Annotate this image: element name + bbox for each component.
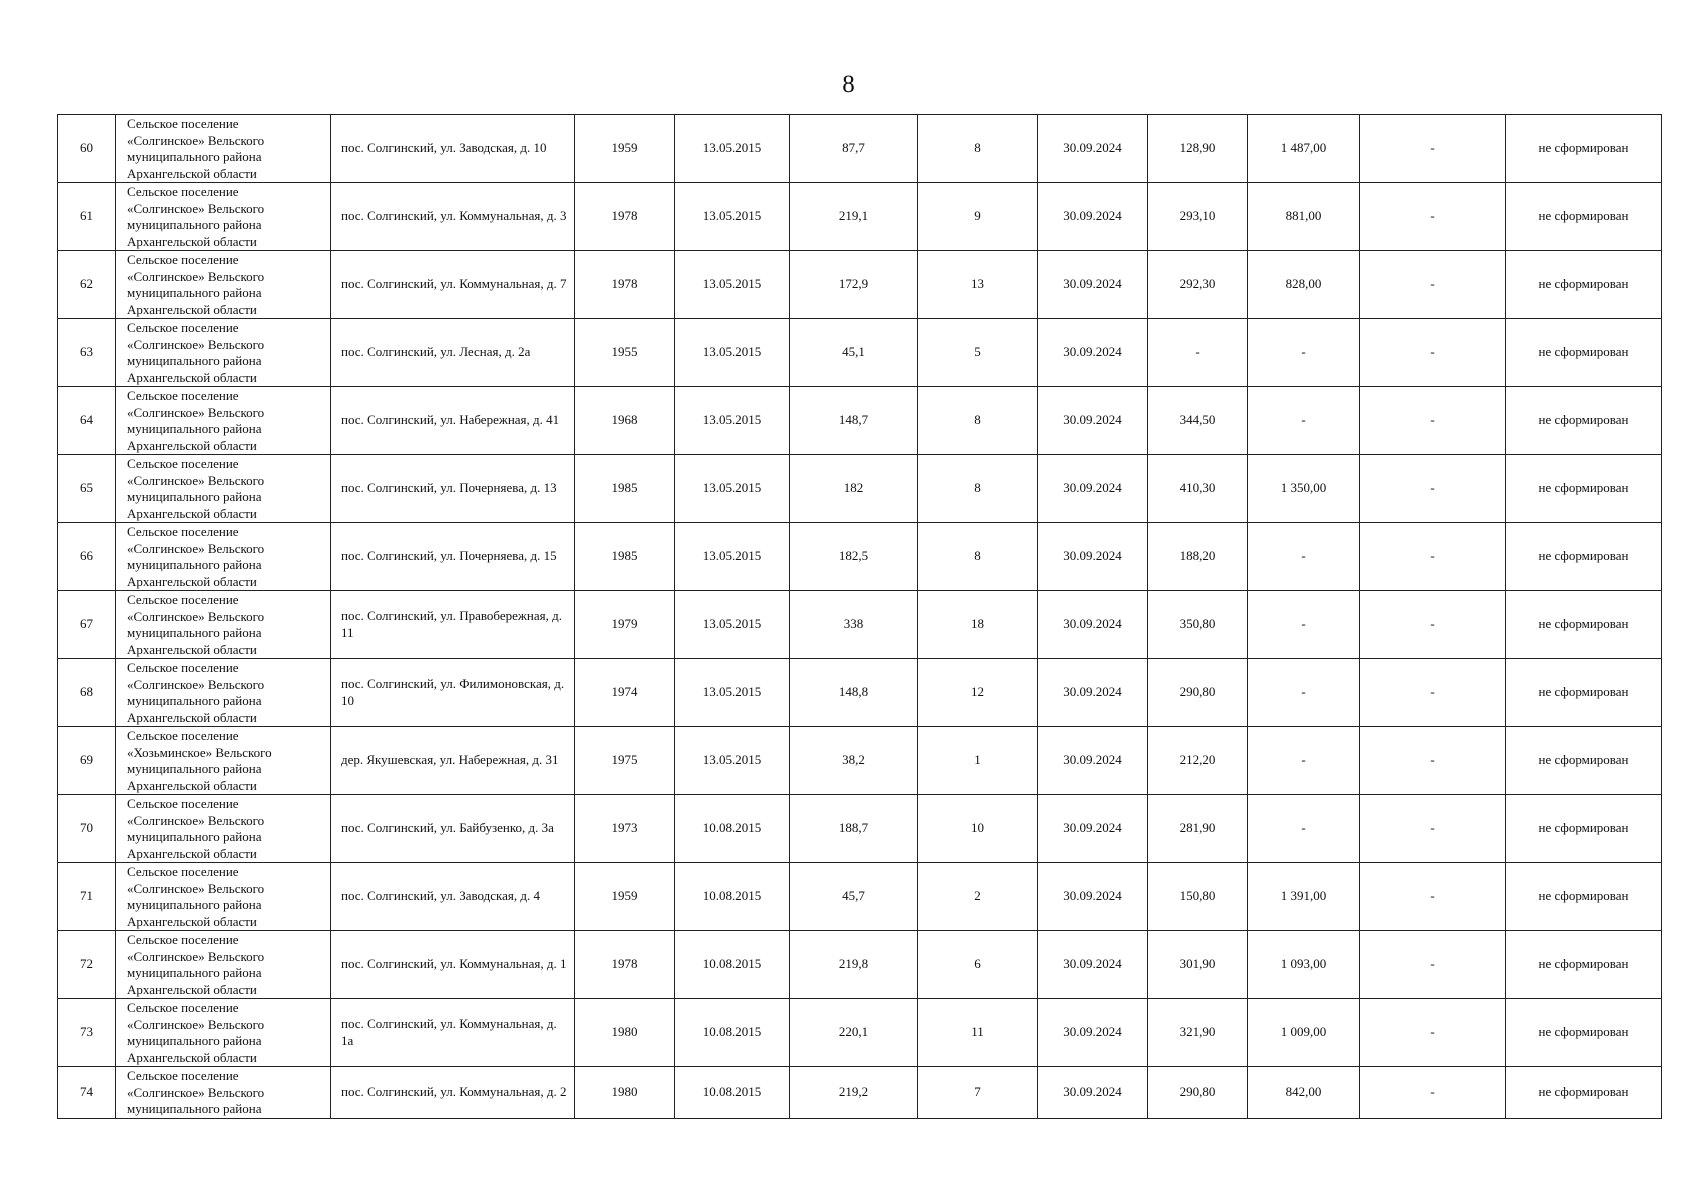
settlement-line: Архангельской области bbox=[127, 233, 257, 249]
settlement-line: Сельское поселение bbox=[127, 660, 239, 675]
planned-resettlement-date-cell: 30.09.2024 bbox=[1038, 387, 1148, 455]
settlement-cell bbox=[116, 659, 331, 727]
area-cell: 182 bbox=[790, 455, 918, 523]
settlement-line: «Солгинское» Вельского bbox=[127, 200, 265, 216]
value-1-cell: 301,90 bbox=[1148, 931, 1248, 999]
status-cell: не сформирован bbox=[1506, 183, 1662, 251]
value-3-cell: - bbox=[1360, 319, 1506, 387]
settlement-cell bbox=[116, 727, 331, 795]
recognition-date-cell: 10.08.2015 bbox=[675, 1067, 790, 1119]
area-cell: 338 bbox=[790, 591, 918, 659]
table-row bbox=[58, 319, 1662, 387]
value-2-cell: - bbox=[1248, 659, 1360, 727]
settlement-cell bbox=[116, 115, 331, 183]
settlement-line: Архангельской области bbox=[127, 913, 257, 929]
address-cell: пос. Солгинский, ул. Заводская, д. 4 bbox=[331, 863, 575, 931]
year-built-cell: 1975 bbox=[575, 727, 675, 795]
area-cell: 38,2 bbox=[790, 727, 918, 795]
value-2-cell: 881,00 bbox=[1248, 183, 1360, 251]
table-row bbox=[58, 387, 1662, 455]
table-row bbox=[58, 931, 1662, 999]
area-cell: 172,9 bbox=[790, 251, 918, 319]
value-3-cell: - bbox=[1360, 999, 1506, 1067]
area-cell: 219,8 bbox=[790, 931, 918, 999]
value-1-cell: 344,50 bbox=[1148, 387, 1248, 455]
settlement-line: муниципального района bbox=[127, 761, 262, 776]
status-cell: не сформирован bbox=[1506, 115, 1662, 183]
planned-resettlement-date-cell: 30.09.2024 bbox=[1038, 1067, 1148, 1119]
settlement-cell bbox=[116, 999, 331, 1067]
value-2-cell: - bbox=[1248, 591, 1360, 659]
value-3-cell: - bbox=[1360, 795, 1506, 863]
residents-count-cell: 2 bbox=[918, 863, 1038, 931]
settlement-line: «Солгинское» Вельского bbox=[127, 1084, 265, 1100]
row-number-cell: 67 bbox=[58, 591, 116, 659]
settlement-line: муниципального района bbox=[127, 1101, 262, 1116]
settlement-line: Архангельской области bbox=[127, 573, 257, 589]
table-row bbox=[58, 455, 1662, 523]
settlement-cell bbox=[116, 931, 331, 999]
year-built-cell: 1980 bbox=[575, 1067, 675, 1119]
settlement-line: муниципального района bbox=[127, 421, 262, 436]
year-built-cell: 1968 bbox=[575, 387, 675, 455]
settlement-line: «Солгинское» Вельского bbox=[127, 132, 265, 148]
value-3-cell: - bbox=[1360, 931, 1506, 999]
recognition-date-cell: 13.05.2015 bbox=[675, 523, 790, 591]
settlement-line: муниципального района bbox=[127, 149, 262, 164]
settlement-line: Сельское поселение bbox=[127, 728, 239, 743]
residents-count-cell: 18 bbox=[918, 591, 1038, 659]
settlement-line: муниципального района bbox=[127, 625, 262, 640]
table-row bbox=[58, 1067, 1662, 1119]
planned-resettlement-date-cell: 30.09.2024 bbox=[1038, 931, 1148, 999]
residents-count-cell: 8 bbox=[918, 115, 1038, 183]
value-1-cell: 293,10 bbox=[1148, 183, 1248, 251]
planned-resettlement-date-cell: 30.09.2024 bbox=[1038, 523, 1148, 591]
recognition-date-cell: 13.05.2015 bbox=[675, 387, 790, 455]
recognition-date-cell: 13.05.2015 bbox=[675, 455, 790, 523]
value-1-cell: 290,80 bbox=[1148, 659, 1248, 727]
value-3-cell: - bbox=[1360, 523, 1506, 591]
recognition-date-cell: 13.05.2015 bbox=[675, 115, 790, 183]
address-cell: пос. Солгинский, ул. Заводская, д. 10 bbox=[331, 115, 575, 183]
table-row bbox=[58, 251, 1662, 319]
settlement-line: Архангельской области bbox=[127, 301, 257, 317]
settlement-line: муниципального района bbox=[127, 897, 262, 912]
residents-count-cell: 10 bbox=[918, 795, 1038, 863]
settlement-line: Архангельской области bbox=[127, 165, 257, 181]
settlement-line: Сельское поселение bbox=[127, 1068, 239, 1083]
settlement-line: «Солгинское» Вельского bbox=[127, 404, 265, 420]
row-number-cell: 70 bbox=[58, 795, 116, 863]
year-built-cell: 1959 bbox=[575, 115, 675, 183]
table-row bbox=[58, 523, 1662, 591]
value-1-cell: 212,20 bbox=[1148, 727, 1248, 795]
row-number-cell: 61 bbox=[58, 183, 116, 251]
value-2-cell: 1 487,00 bbox=[1248, 115, 1360, 183]
settlement-cell bbox=[116, 387, 331, 455]
settlement-line: Сельское поселение bbox=[127, 796, 239, 811]
value-2-cell: 1 009,00 bbox=[1248, 999, 1360, 1067]
settlement-line: «Хозьминское» Вельского bbox=[127, 744, 272, 760]
settlement-line: Архангельской области bbox=[127, 709, 257, 725]
area-cell: 220,1 bbox=[790, 999, 918, 1067]
area-cell: 219,1 bbox=[790, 183, 918, 251]
settlement-line: Сельское поселение bbox=[127, 932, 239, 947]
settlement-line: Сельское поселение bbox=[127, 184, 239, 199]
table-row bbox=[58, 183, 1662, 251]
row-number-cell: 64 bbox=[58, 387, 116, 455]
value-3-cell: - bbox=[1360, 387, 1506, 455]
value-2-cell: 1 093,00 bbox=[1248, 931, 1360, 999]
value-1-cell: 128,90 bbox=[1148, 115, 1248, 183]
address-cell: пос. Солгинский, ул. Почерняева, д. 13 bbox=[331, 455, 575, 523]
settlement-cell bbox=[116, 591, 331, 659]
table-row bbox=[58, 115, 1662, 183]
value-3-cell: - bbox=[1360, 251, 1506, 319]
status-cell: не сформирован bbox=[1506, 591, 1662, 659]
planned-resettlement-date-cell: 30.09.2024 bbox=[1038, 591, 1148, 659]
settlement-line: Сельское поселение bbox=[127, 592, 239, 607]
settlement-line: «Солгинское» Вельского bbox=[127, 948, 265, 964]
address-cell: пос. Солгинский, ул. Коммунальная, д. 7 bbox=[331, 251, 575, 319]
planned-resettlement-date-cell: 30.09.2024 bbox=[1038, 999, 1148, 1067]
planned-resettlement-date-cell: 30.09.2024 bbox=[1038, 183, 1148, 251]
row-number-cell: 62 bbox=[58, 251, 116, 319]
status-cell: не сформирован bbox=[1506, 1067, 1662, 1119]
value-1-cell: 188,20 bbox=[1148, 523, 1248, 591]
year-built-cell: 1985 bbox=[575, 523, 675, 591]
settlement-cell bbox=[116, 319, 331, 387]
value-2-cell: 828,00 bbox=[1248, 251, 1360, 319]
planned-resettlement-date-cell: 30.09.2024 bbox=[1038, 115, 1148, 183]
settlement-line: «Солгинское» Вельского bbox=[127, 676, 265, 692]
settlement-line: Сельское поселение bbox=[127, 524, 239, 539]
value-3-cell: - bbox=[1360, 183, 1506, 251]
value-2-cell: - bbox=[1248, 319, 1360, 387]
value-1-cell: 150,80 bbox=[1148, 863, 1248, 931]
residents-count-cell: 7 bbox=[918, 1067, 1038, 1119]
settlement-line: «Солгинское» Вельского bbox=[127, 608, 265, 624]
settlement-line: Сельское поселение bbox=[127, 1000, 239, 1015]
year-built-cell: 1955 bbox=[575, 319, 675, 387]
residents-count-cell: 8 bbox=[918, 523, 1038, 591]
value-3-cell: - bbox=[1360, 727, 1506, 795]
settlement-line: Сельское поселение bbox=[127, 456, 239, 471]
settlement-line: Сельское поселение bbox=[127, 388, 239, 403]
settlement-cell bbox=[116, 523, 331, 591]
address-cell: дер. Якушевская, ул. Набережная, д. 31 bbox=[331, 727, 575, 795]
value-3-cell: - bbox=[1360, 455, 1506, 523]
residents-count-cell: 8 bbox=[918, 455, 1038, 523]
area-cell: 45,7 bbox=[790, 863, 918, 931]
year-built-cell: 1978 bbox=[575, 931, 675, 999]
year-built-cell: 1978 bbox=[575, 251, 675, 319]
residents-count-cell: 12 bbox=[918, 659, 1038, 727]
value-2-cell: - bbox=[1248, 523, 1360, 591]
residents-count-cell: 6 bbox=[918, 931, 1038, 999]
status-cell: не сформирован bbox=[1506, 931, 1662, 999]
recognition-date-cell: 13.05.2015 bbox=[675, 727, 790, 795]
settlement-line: муниципального района bbox=[127, 557, 262, 572]
value-2-cell: - bbox=[1248, 795, 1360, 863]
settlement-line: муниципального района bbox=[127, 829, 262, 844]
value-3-cell: - bbox=[1360, 1067, 1506, 1119]
value-1-cell: 281,90 bbox=[1148, 795, 1248, 863]
year-built-cell: 1985 bbox=[575, 455, 675, 523]
recognition-date-cell: 13.05.2015 bbox=[675, 319, 790, 387]
table-row bbox=[58, 591, 1662, 659]
status-cell: не сформирован bbox=[1506, 999, 1662, 1067]
value-3-cell: - bbox=[1360, 659, 1506, 727]
status-cell: не сформирован bbox=[1506, 659, 1662, 727]
area-cell: 45,1 bbox=[790, 319, 918, 387]
value-3-cell: - bbox=[1360, 863, 1506, 931]
settlement-line: «Солгинское» Вельского bbox=[127, 1016, 265, 1032]
status-cell: не сформирован bbox=[1506, 387, 1662, 455]
area-cell: 219,2 bbox=[790, 1067, 918, 1119]
settlement-line: муниципального района bbox=[127, 693, 262, 708]
settlement-line: «Солгинское» Вельского bbox=[127, 472, 265, 488]
row-number-cell: 60 bbox=[58, 115, 116, 183]
row-number-cell: 71 bbox=[58, 863, 116, 931]
year-built-cell: 1974 bbox=[575, 659, 675, 727]
settlement-line: «Солгинское» Вельского bbox=[127, 268, 265, 284]
settlement-cell bbox=[116, 795, 331, 863]
planned-resettlement-date-cell: 30.09.2024 bbox=[1038, 863, 1148, 931]
status-cell: не сформирован bbox=[1506, 251, 1662, 319]
planned-resettlement-date-cell: 30.09.2024 bbox=[1038, 251, 1148, 319]
recognition-date-cell: 10.08.2015 bbox=[675, 999, 790, 1067]
settlement-line: муниципального района bbox=[127, 285, 262, 300]
planned-resettlement-date-cell: 30.09.2024 bbox=[1038, 795, 1148, 863]
table-row bbox=[58, 727, 1662, 795]
settlement-line: муниципального района bbox=[127, 217, 262, 232]
page-number: 8 bbox=[842, 71, 855, 98]
settlement-line: Архангельской области bbox=[127, 369, 257, 385]
value-2-cell: 842,00 bbox=[1248, 1067, 1360, 1119]
row-number-cell: 65 bbox=[58, 455, 116, 523]
settlement-cell bbox=[116, 863, 331, 931]
address-cell: пос. Солгинский, ул. Почерняева, д. 15 bbox=[331, 523, 575, 591]
residents-count-cell: 13 bbox=[918, 251, 1038, 319]
row-number-cell: 73 bbox=[58, 999, 116, 1067]
row-number-cell: 66 bbox=[58, 523, 116, 591]
table-body bbox=[58, 115, 1662, 1119]
value-2-cell: 1 350,00 bbox=[1248, 455, 1360, 523]
recognition-date-cell: 13.05.2015 bbox=[675, 591, 790, 659]
planned-resettlement-date-cell: 30.09.2024 bbox=[1038, 659, 1148, 727]
value-1-cell: - bbox=[1148, 319, 1248, 387]
settlement-line: «Солгинское» Вельского bbox=[127, 336, 265, 352]
settlement-cell bbox=[116, 1067, 331, 1119]
value-1-cell: 410,30 bbox=[1148, 455, 1248, 523]
settlement-line: «Солгинское» Вельского bbox=[127, 880, 265, 896]
area-cell: 148,7 bbox=[790, 387, 918, 455]
settlement-line: Архангельской области bbox=[127, 1049, 257, 1065]
status-cell: не сформирован bbox=[1506, 795, 1662, 863]
value-2-cell: - bbox=[1248, 387, 1360, 455]
settlement-cell bbox=[116, 455, 331, 523]
table-row bbox=[58, 795, 1662, 863]
address-cell: пос. Солгинский, ул. Коммунальная, д. 2 bbox=[331, 1067, 575, 1119]
table-row bbox=[58, 659, 1662, 727]
recognition-date-cell: 10.08.2015 bbox=[675, 863, 790, 931]
settlement-line: Архангельской области bbox=[127, 437, 257, 453]
settlement-line: Сельское поселение bbox=[127, 320, 239, 335]
status-cell: не сформирован bbox=[1506, 727, 1662, 795]
settlement-line: муниципального района bbox=[127, 489, 262, 504]
table-row bbox=[58, 863, 1662, 931]
address-cell: пос. Солгинский, ул. Филимоновская, д. 10 bbox=[331, 659, 575, 727]
year-built-cell: 1973 bbox=[575, 795, 675, 863]
year-built-cell: 1979 bbox=[575, 591, 675, 659]
value-1-cell: 350,80 bbox=[1148, 591, 1248, 659]
residents-count-cell: 9 bbox=[918, 183, 1038, 251]
settlement-line: муниципального района bbox=[127, 965, 262, 980]
address-cell: пос. Солгинский, ул. Коммунальная, д. 3 bbox=[331, 183, 575, 251]
recognition-date-cell: 13.05.2015 bbox=[675, 183, 790, 251]
planned-resettlement-date-cell: 30.09.2024 bbox=[1038, 455, 1148, 523]
row-number-cell: 69 bbox=[58, 727, 116, 795]
table-row bbox=[58, 999, 1662, 1067]
settlement-line: Архангельской области bbox=[127, 505, 257, 521]
year-built-cell: 1978 bbox=[575, 183, 675, 251]
settlement-line: муниципального района bbox=[127, 353, 262, 368]
address-cell: пос. Солгинский, ул. Коммунальная, д. 1 bbox=[331, 931, 575, 999]
residents-count-cell: 1 bbox=[918, 727, 1038, 795]
recognition-date-cell: 10.08.2015 bbox=[675, 795, 790, 863]
value-2-cell: 1 391,00 bbox=[1248, 863, 1360, 931]
year-built-cell: 1980 bbox=[575, 999, 675, 1067]
address-cell: пос. Солгинский, ул. Коммунальная, д. 1а bbox=[331, 999, 575, 1067]
area-cell: 182,5 bbox=[790, 523, 918, 591]
settlement-line: Архангельской области bbox=[127, 777, 257, 793]
row-number-cell: 68 bbox=[58, 659, 116, 727]
settlement-line: Архангельской области bbox=[127, 981, 257, 997]
settlement-line: «Солгинское» Вельского bbox=[127, 812, 265, 828]
settlement-line: Архангельской области bbox=[127, 845, 257, 861]
recognition-date-cell: 10.08.2015 bbox=[675, 931, 790, 999]
planned-resettlement-date-cell: 30.09.2024 bbox=[1038, 727, 1148, 795]
settlement-line: Сельское поселение bbox=[127, 252, 239, 267]
address-cell: пос. Солгинский, ул. Лесная, д. 2а bbox=[331, 319, 575, 387]
address-cell: пос. Солгинский, ул. Правобережная, д. 11 bbox=[331, 591, 575, 659]
status-cell: не сформирован bbox=[1506, 319, 1662, 387]
area-cell: 148,8 bbox=[790, 659, 918, 727]
recognition-date-cell: 13.05.2015 bbox=[675, 659, 790, 727]
value-1-cell: 321,90 bbox=[1148, 999, 1248, 1067]
row-number-cell: 74 bbox=[58, 1067, 116, 1119]
status-cell: не сформирован bbox=[1506, 455, 1662, 523]
area-cell: 188,7 bbox=[790, 795, 918, 863]
row-number-cell: 72 bbox=[58, 931, 116, 999]
settlement-line: Сельское поселение bbox=[127, 864, 239, 879]
settlement-line: муниципального района bbox=[127, 1033, 262, 1048]
value-3-cell: - bbox=[1360, 591, 1506, 659]
row-number-cell: 63 bbox=[58, 319, 116, 387]
settlement-cell bbox=[116, 183, 331, 251]
value-2-cell: - bbox=[1248, 727, 1360, 795]
settlement-line: Архангельской области bbox=[127, 641, 257, 657]
address-cell: пос. Солгинский, ул. Байбузенко, д. 3а bbox=[331, 795, 575, 863]
recognition-date-cell: 13.05.2015 bbox=[675, 251, 790, 319]
housing-registry-table bbox=[57, 114, 1662, 1119]
value-3-cell: - bbox=[1360, 115, 1506, 183]
status-cell: не сформирован bbox=[1506, 523, 1662, 591]
settlement-line: Сельское поселение bbox=[127, 116, 239, 131]
year-built-cell: 1959 bbox=[575, 863, 675, 931]
status-cell: не сформирован bbox=[1506, 863, 1662, 931]
settlement-line: «Солгинское» Вельского bbox=[127, 540, 265, 556]
address-cell: пос. Солгинский, ул. Набережная, д. 41 bbox=[331, 387, 575, 455]
area-cell: 87,7 bbox=[790, 115, 918, 183]
settlement-cell bbox=[116, 251, 331, 319]
planned-resettlement-date-cell: 30.09.2024 bbox=[1038, 319, 1148, 387]
residents-count-cell: 8 bbox=[918, 387, 1038, 455]
value-1-cell: 292,30 bbox=[1148, 251, 1248, 319]
residents-count-cell: 11 bbox=[918, 999, 1038, 1067]
residents-count-cell: 5 bbox=[918, 319, 1038, 387]
value-1-cell: 290,80 bbox=[1148, 1067, 1248, 1119]
